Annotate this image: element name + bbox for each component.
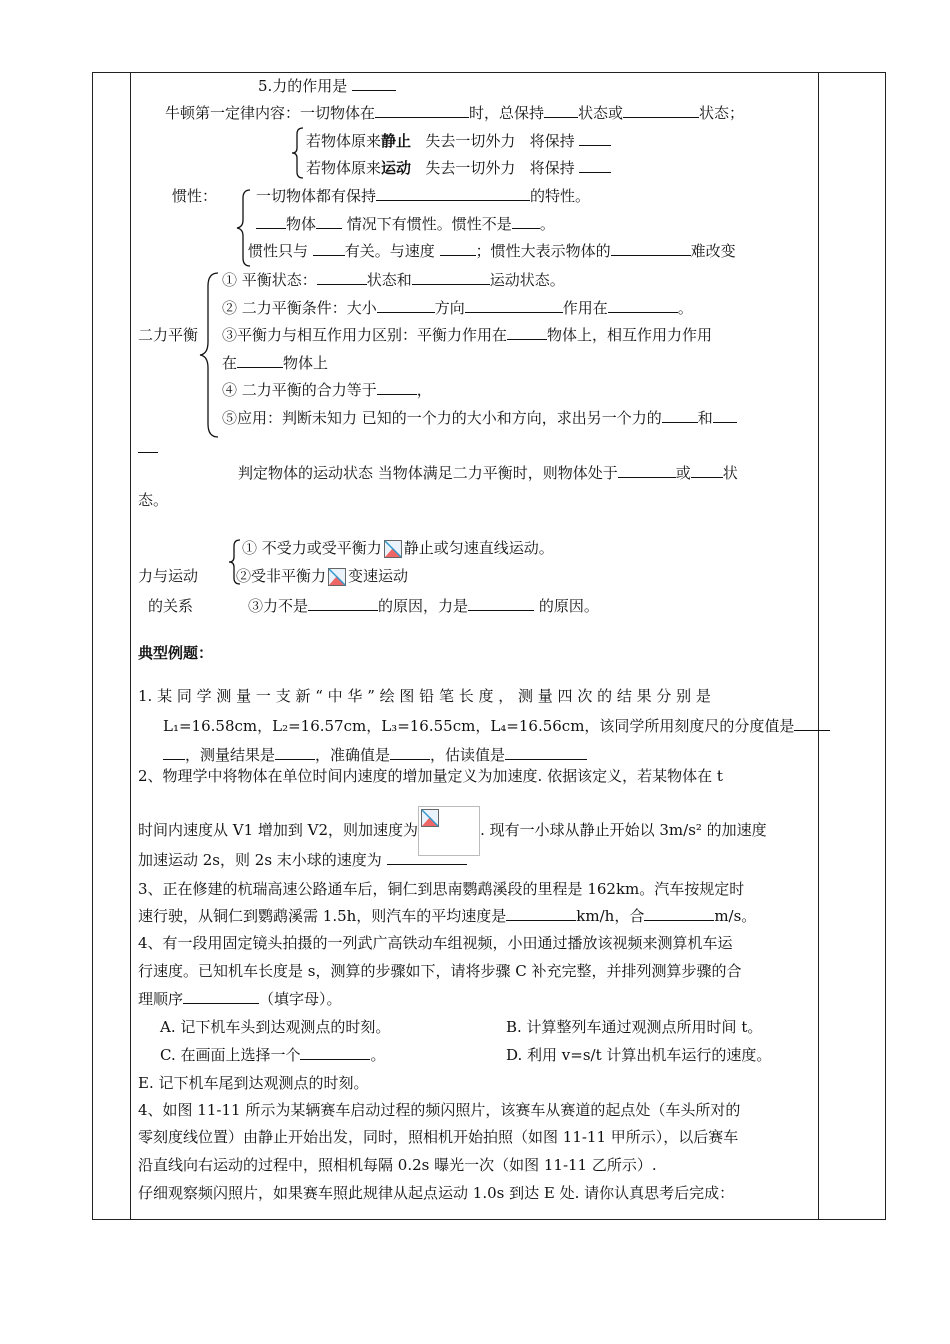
balance-item-3-cont: 在 物体上 [222,354,329,372]
inertia-line-2: 物体 情况下有惯性。惯性不是 。 [256,214,555,234]
balance-brace [198,270,220,440]
q5-line-3: 沿直线向右运动的过程中，照相机每隔 0.2s 曝光一次（如图 11-11 乙所示）. [138,1156,657,1174]
balance-item-2: ② 二力平衡条件：大小 方向 作用在 。 [222,299,693,317]
column-divider-right [818,72,819,1220]
q3-line-1: 3、正在修建的杭瑞高速公路通车后，铜仁到思南鹦鹉溪段的里程是 162km。汽车按规定时 [138,880,745,898]
force-effect-line: 5.力的作用是 [258,76,396,96]
q4-option-c: C. 在画面上选择一个 。 [160,1046,386,1064]
q4-option-e: E. 记下机车尾到达观测点的时刻。 [138,1074,369,1092]
q1-line-1: 1. 某 同 学 测 量 一 支 新 “ 中 华 ” 绘 图 铅 笔 长 度 ， 测 量 四 次 的 结 果 分 别 是 [138,687,711,705]
q5-line-2: 零刻度线位置）由静止开始出发，同时，照相机开始拍照（如图 11-11 甲所示），以后赛车 [138,1128,739,1146]
q4-option-a: A. 记下机车头到达观测点的时刻。 [160,1018,391,1036]
force-motion-2: ②受非平衡力 变速运动 [236,567,409,585]
balance-item-1: ① 平衡状态： 状态和 运动状态。 [222,271,565,289]
balance-item-3: ③平衡力与相互作用力区别：平衡力作用在 物体上，相互作用力作用 [222,326,713,344]
q4-option-b: B. 计算整列车通过观测点所用时间 t。 [506,1018,763,1036]
judge-line: 判定物体的运动状态 当物体满足二力平衡时，则物体处于 或 状 [238,464,738,482]
examples-title: 典型例题： [138,644,214,662]
q3-line-2: 速行驶，从铜仁到鹦鹉溪需 1.5h，则汽车的平均速度是 km/h，合 m/s。 [138,907,757,925]
image-placeholder-icon [421,809,439,827]
inertia-line-1: 一切物体都有保持 的特性。 [256,187,591,205]
inertia-label: 惯性： [172,187,218,205]
force-motion-1: ① 不受力或受平衡力 静止或匀速直线运动。 [242,539,554,557]
image-placeholder-icon [328,568,346,586]
q1-line-2: L₁=16.58cm，L₂=16.57cm，L₃=16.55cm，L₄=16.56cm，该同学所用刻度尺的分度值是 [163,716,830,736]
balance-item-4: ④ 二力平衡的合力等于 ， [222,381,432,399]
newton-first-law: 牛顿第一定律内容：一切物体在 时，总保持 状态或 状态； [165,104,745,122]
force-motion-label-2: 的关系 [148,597,194,615]
q1-line-3: ，测量结果是 ，准确值是 ，估读值是 [163,745,587,765]
balance-label: 二力平衡 [138,326,199,344]
balance-item-5: ⑤应用：判断未知力 已知的一个力的大小和方向，求出另一个力的 和 [222,408,737,428]
image-placeholder-icon [384,540,402,558]
q2-line-1: 2、物理学中将物体在单位时间内速度的增加量定义为加速度. 依据该定义，若某物体在 t [138,767,723,785]
newton-motion-case: 若物体原来运动 失去一切外力 将保持 [306,158,611,178]
q4-line-2: 行速度。已知机车长度是 s，测算的步骤如下，请将步骤 C 补充完整，并排列测算步骤的合 [138,962,742,980]
column-divider-left [130,72,131,1220]
acceleration-formula-image [418,806,480,856]
q4-option-d: D. 利用 v=s/t 计算出机车运行的速度。 [506,1046,772,1064]
q5-line-4: 仔细观察频闪照片，如果赛车照此规律从起点运动 1.0s 到达 E 处. 请你认真思考后完成： [138,1184,735,1202]
q4-line-1: 4、有一段用固定镜头拍摄的一列武广高铁动车组视频，小田通过播放该视频来测算机车运 [138,934,733,952]
inertia-line-3: 惯性只与 有关。与速度 ；惯性大表示物体的 难改变 [248,242,736,260]
balance-item-5-blank [138,438,158,458]
force-motion-3: ③力不是 的原因，力是 的原因。 [248,597,599,615]
force-motion-label-1: 力与运动 [138,567,199,585]
newton-rest-case: 若物体原来静止 失去一切外力 将保持 [306,131,611,151]
newton-brace [291,126,305,180]
q5-line-1: 4、如图 11-11 所示为某辆赛车启动过程的频闪照片，该赛车从赛道的起点处（车头所对的 [138,1101,741,1119]
q2-line-2: 时间内速度从 V1 增加到 V2，则加速度为 . 现有一小球从静止开始以 3m/s² 的加速度 [138,806,767,856]
judge-line-cont: 态。 [138,491,169,509]
q4-line-3: 理顺序 （填字母）。 [138,990,342,1008]
q2-line-3: 加速运动 2s，则 2s 末小球的速度为 [138,850,467,870]
